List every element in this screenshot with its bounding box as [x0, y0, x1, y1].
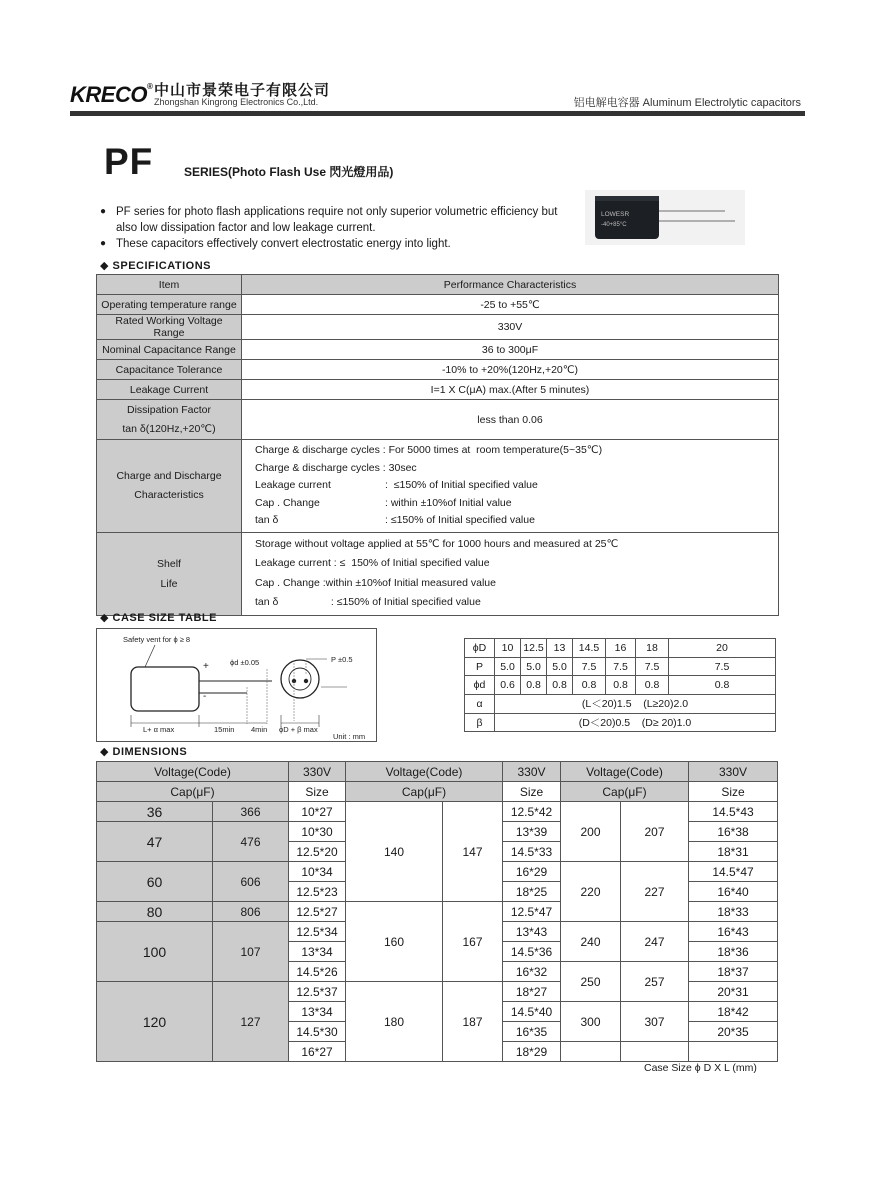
- dim-cap: 220: [561, 862, 621, 922]
- case-cell: 0.8: [636, 676, 669, 695]
- dim-cap: 180: [346, 982, 443, 1062]
- svg-text:15min: 15min: [214, 725, 235, 734]
- spec-header-performance: Performance Characteristics: [242, 275, 779, 295]
- dim-cap: 60: [97, 862, 213, 902]
- spec-line: tan δ : ≤150% of Initial specified value: [255, 596, 481, 608]
- spec-line: Leakage current : ≤ 150% of Initial specified value: [255, 557, 490, 569]
- case-row-label: ϕD: [465, 639, 495, 658]
- spec-line: Leakage current : ≤150% of Initial specified value: [255, 479, 538, 491]
- dim-code: 227: [621, 862, 689, 922]
- dim-size: 16*38: [689, 822, 778, 842]
- case-cell: 12.5: [521, 639, 547, 658]
- case-row-label: ϕd: [465, 676, 495, 695]
- case-row-P: [465, 657, 776, 676]
- case-size-diagram: [96, 628, 377, 742]
- dim-size: 16*27: [289, 1042, 346, 1062]
- case-cell: 5.0: [547, 657, 573, 676]
- case-size-note: Case Size ϕ D X L (mm): [644, 1062, 757, 1074]
- svg-text:Safety vent for ϕ ≥ 8: Safety vent for ϕ ≥ 8: [123, 635, 191, 644]
- dim-code: 187: [443, 982, 503, 1062]
- svg-text:+: +: [203, 661, 209, 672]
- dim-cap: 300: [561, 1002, 621, 1042]
- dim-cap: 200: [561, 802, 621, 862]
- case-cell: 13: [547, 639, 573, 658]
- svg-text:Unit : mm: Unit : mm: [333, 732, 366, 741]
- spec-line: Storage without voltage applied at 55℃ for 1000 hours and measured at 25℃: [255, 537, 619, 550]
- dim-size: 20*35: [689, 1022, 778, 1042]
- spec-value: 36 to 300μF: [242, 340, 779, 360]
- dim-code: 127: [213, 982, 289, 1062]
- dim-size: 16*29: [503, 862, 561, 882]
- spec-value: [242, 532, 779, 615]
- dim-size: 18*42: [689, 1002, 778, 1022]
- case-cell: 0.8: [547, 676, 573, 695]
- svg-text:L+ α max: L+ α max: [143, 725, 175, 734]
- dim-size: 12.5*27: [289, 902, 346, 922]
- case-cell: 7.5: [669, 657, 776, 676]
- dim-code: 207: [621, 802, 689, 862]
- spec-row-dissipation: [97, 400, 779, 440]
- dim-size: 10*30: [289, 822, 346, 842]
- dim-cap: 100: [97, 922, 213, 982]
- spec-line: tan δ : ≤150% of Initial specified value: [255, 514, 535, 526]
- case-cell: 0.8: [606, 676, 636, 695]
- case-row-label: α: [465, 695, 495, 714]
- dim-header-cap: Cap(μF): [561, 782, 689, 802]
- dim-size: 12.5*20: [289, 842, 346, 862]
- spec-line: Charge & discharge cycles : For 5000 times at room temperature(5~35℃): [255, 444, 603, 456]
- dim-size: 16*43: [689, 922, 778, 942]
- dim-header-cap: Cap(μF): [97, 782, 289, 802]
- section-dimensions: ◆ DIMENSIONS: [100, 745, 187, 758]
- spec-row: [97, 295, 779, 315]
- case-cell: 0.6: [495, 676, 521, 695]
- dim-cap: 240: [561, 922, 621, 962]
- dim-header-330v: 330V: [503, 762, 561, 782]
- feature-item: ● These capacitors effectively convert electrostatic energy into light.: [100, 236, 570, 252]
- dim-empty: [561, 1042, 621, 1062]
- specifications-table: [96, 274, 779, 616]
- case-cell: 7.5: [636, 657, 669, 676]
- dim-size: 20*31: [689, 982, 778, 1002]
- case-row-label: P: [465, 657, 495, 676]
- case-cell: 14.5: [573, 639, 606, 658]
- svg-text:-: -: [203, 691, 207, 702]
- dim-header-330v: 330V: [289, 762, 346, 782]
- case-row-label: β: [465, 713, 495, 732]
- spec-row: [97, 315, 779, 340]
- svg-text:ϕd ±0.05: ϕd ±0.05: [230, 658, 260, 667]
- dim-size: 10*34: [289, 862, 346, 882]
- case-cell: 0.8: [573, 676, 606, 695]
- spec-label: Rated Working Voltage Range: [97, 315, 242, 340]
- company-name-en: Zhongshan Kingrong Electronics Co.,Ltd.: [154, 97, 319, 107]
- dimensions-table: [96, 761, 778, 1062]
- dim-size: 16*40: [689, 882, 778, 902]
- dim-size: 12.5*34: [289, 922, 346, 942]
- spec-row-shelf-life: [97, 532, 779, 615]
- dim-code: 167: [443, 902, 503, 982]
- dim-header-size: Size: [689, 782, 778, 802]
- company-logo: KRECO®: [70, 82, 153, 107]
- case-cell: 0.8: [669, 676, 776, 695]
- dim-size: 14.5*33: [503, 842, 561, 862]
- feature-item: ● PF series for photo flash applications require not only superior volumetric efficiency but also low dissipation factor and low leakage current.: [100, 204, 570, 236]
- dim-header-row: [97, 762, 778, 782]
- dim-cap: 36: [97, 802, 213, 822]
- dim-size: 13*34: [289, 1002, 346, 1022]
- capacitor-photo: [585, 190, 745, 245]
- section-specifications: ◆ SPECIFICATIONS: [100, 259, 211, 272]
- dim-cap: 47: [97, 822, 213, 862]
- spec-value: less than 0.06: [242, 400, 779, 440]
- case-cell: 5.0: [495, 657, 521, 676]
- dim-size: 18*27: [503, 982, 561, 1002]
- case-cell: 7.5: [573, 657, 606, 676]
- dim-code: 366: [213, 802, 289, 822]
- spec-row: [97, 360, 779, 380]
- spec-label: Dissipation Factor tan δ(120Hz,+20℃): [97, 400, 242, 440]
- case-cell: 20: [669, 639, 776, 658]
- dim-size: 12.5*23: [289, 882, 346, 902]
- section-case-size: ◆ CASE SIZE TABLE: [100, 611, 217, 624]
- dim-cap: 140: [346, 802, 443, 902]
- dim-header-cap: Cap(μF): [346, 782, 503, 802]
- spec-line: Charge & discharge cycles : 30sec: [255, 461, 417, 474]
- dim-cap: 250: [561, 962, 621, 1002]
- dim-code: 107: [213, 922, 289, 982]
- dim-code: 307: [621, 1002, 689, 1042]
- spec-value: -25 to +55℃: [242, 295, 779, 315]
- dim-code: 257: [621, 962, 689, 1002]
- dim-size: 14.5*30: [289, 1022, 346, 1042]
- spec-label: Operating temperature range: [97, 295, 242, 315]
- dim-header-330v: 330V: [689, 762, 778, 782]
- dim-code: 476: [213, 822, 289, 862]
- svg-text:-40+85°C: -40+85°C: [601, 222, 627, 228]
- dim-code: 147: [443, 802, 503, 902]
- dim-size: 12.5*42: [503, 802, 561, 822]
- svg-text:P ±0.5: P ±0.5: [331, 655, 353, 664]
- case-cell: 5.0: [521, 657, 547, 676]
- feature-list: [100, 204, 570, 252]
- table-row: [97, 802, 778, 822]
- dim-header-voltage: Voltage(Code): [97, 762, 289, 782]
- spec-label: Charge and Discharge Characteristics: [97, 440, 242, 533]
- dim-size: 12.5*47: [503, 902, 561, 922]
- dim-size: 18*29: [503, 1042, 561, 1062]
- dim-code: 247: [621, 922, 689, 962]
- case-cell: (L＜20)1.5 (L≥20)2.0: [495, 695, 776, 714]
- svg-text:LOWESR: LOWESR: [601, 211, 630, 218]
- dim-size: 13*39: [503, 822, 561, 842]
- series-code: PF: [104, 141, 154, 182]
- dim-cap: 160: [346, 902, 443, 982]
- spec-label: Shelf Life: [97, 532, 242, 615]
- dim-code: 806: [213, 902, 289, 922]
- dim-size: 13*34: [289, 942, 346, 962]
- dim-empty: [689, 1042, 778, 1062]
- case-cell: (D＜20)0.5 (D≥ 20)1.0: [495, 713, 776, 732]
- case-row-phiD: [465, 639, 776, 658]
- spec-line: Cap . Change :within ±10%of Initial measured value: [255, 576, 496, 589]
- dim-size: 14.5*47: [689, 862, 778, 882]
- dim-header-voltage: Voltage(Code): [346, 762, 503, 782]
- case-row-phid: [465, 676, 776, 695]
- dim-header-size: Size: [289, 782, 346, 802]
- dim-size: 16*32: [503, 962, 561, 982]
- dim-size: 18*33: [689, 902, 778, 922]
- svg-text:4min: 4min: [251, 725, 268, 734]
- dim-cap: 80: [97, 902, 213, 922]
- dim-size: 14.5*36: [503, 942, 561, 962]
- dim-size: 18*31: [689, 842, 778, 862]
- dim-size: 14.5*40: [503, 1002, 561, 1022]
- case-row-beta: [465, 713, 776, 732]
- dim-size: 18*25: [503, 882, 561, 902]
- dim-size: 13*43: [503, 922, 561, 942]
- case-cell: 18: [636, 639, 669, 658]
- spec-label: Capacitance Tolerance: [97, 360, 242, 380]
- dim-header-size: Size: [503, 782, 561, 802]
- spec-value: [242, 440, 779, 533]
- dim-size: 14.5*26: [289, 962, 346, 982]
- dim-empty: [621, 1042, 689, 1062]
- dim-size: 16*35: [503, 1022, 561, 1042]
- spec-line: Cap . Change : within ±10%of Initial value: [255, 496, 512, 509]
- case-cell: 16: [606, 639, 636, 658]
- svg-text:ϕD + β max: ϕD + β max: [279, 725, 318, 734]
- dim-size: 18*36: [689, 942, 778, 962]
- dim-size: 10*27: [289, 802, 346, 822]
- dim-cap: 120: [97, 982, 213, 1062]
- case-cell: 0.8: [521, 676, 547, 695]
- spec-row: [97, 380, 779, 400]
- spec-row: [97, 340, 779, 360]
- case-cell: 10: [495, 639, 521, 658]
- dim-size: 18*37: [689, 962, 778, 982]
- spec-header-item: Item: [97, 275, 242, 295]
- dim-size: 12.5*37: [289, 982, 346, 1002]
- dim-header-row: [97, 782, 778, 802]
- spec-label: Leakage Current: [97, 380, 242, 400]
- spec-value: 330V: [242, 315, 779, 340]
- dim-header-voltage: Voltage(Code): [561, 762, 689, 782]
- company-name-cn: 中山市景荣电子有限公司: [154, 82, 331, 99]
- spec-value: -10% to +20%(120Hz,+20℃): [242, 360, 779, 380]
- dim-code: 606: [213, 862, 289, 902]
- series-subtitle: SERIES(Photo Flash Use 閃光燈用品): [184, 165, 394, 179]
- case-cell: 7.5: [606, 657, 636, 676]
- case-row-alpha: [465, 695, 776, 714]
- header-rule: [70, 111, 805, 116]
- spec-row-charge-discharge: [97, 440, 779, 533]
- case-size-table: [464, 638, 776, 732]
- spec-value: I=1 X C(μA) max.(After 5 minutes): [242, 380, 779, 400]
- dim-size: 14.5*43: [689, 802, 778, 822]
- product-category: 铝电解电容器 Aluminum Electrolytic capacitors: [573, 97, 801, 109]
- spec-label: Nominal Capacitance Range: [97, 340, 242, 360]
